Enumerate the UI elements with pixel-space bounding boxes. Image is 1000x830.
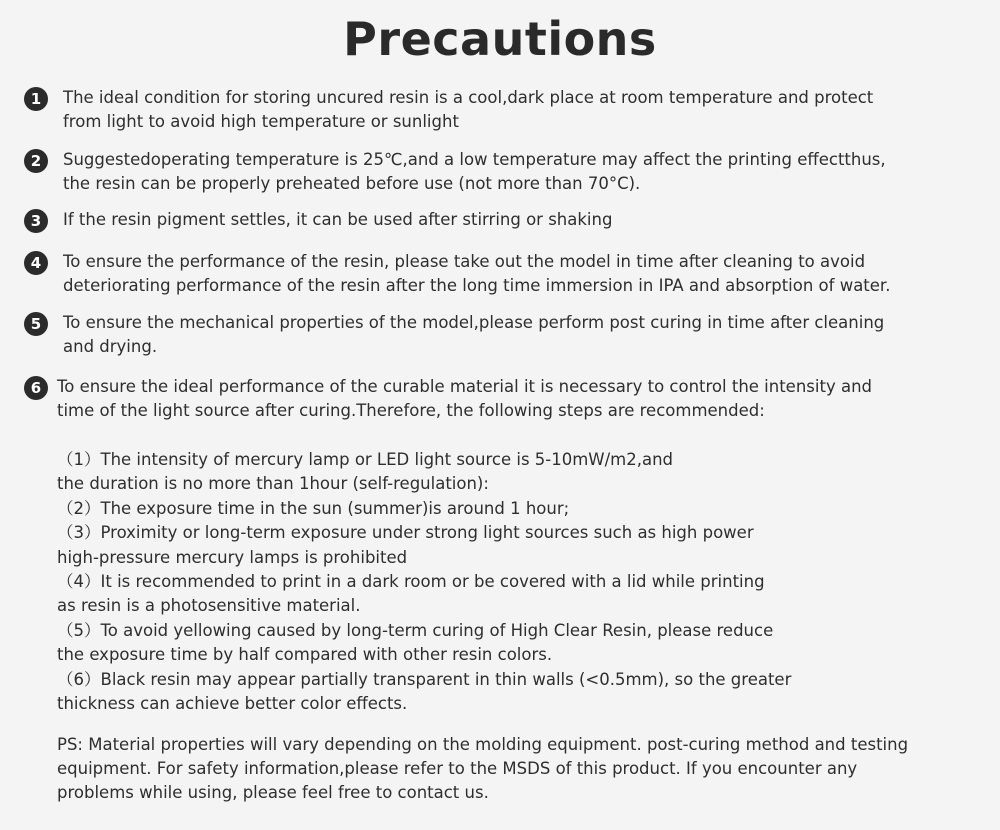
number-badge-4: 4 [24,251,48,275]
step-line: the duration is no more than 1hour (self-regulation): [57,474,489,494]
precaution-text-3 [63,208,963,232]
step-line: （5）To avoid yellowing caused by long-term curing of High Clear Resin, please reduce [57,620,774,640]
ps-note [57,733,957,806]
number-badge-6: 6 [24,376,48,400]
precaution-6-line-1: To ensure the ideal performance of the curable material it is necessary to control the intensity and [57,377,872,396]
number-badge-5: 5 [24,312,48,336]
precaution-3-line-1: If the resin pigment settles, it can be used after stirring or shaking [63,210,613,229]
precaution-2-line-1: Suggestedoperating temperature is 25℃,and a low temperature may affect the printing effectthus, [63,150,886,169]
number-badge-2: 2 [24,149,48,173]
ps-line: equipment. For safety information,please refer to the MSDS of this product. If you encounter any [57,759,858,779]
step-line: （2）The exposure time in the sun (summer)is around 1 hour; [57,498,570,518]
precaution-text-1 [63,86,963,134]
precaution-1-line-1: The ideal condition for storing uncured resin is a cool,dark place at room temperature and protect [63,88,874,107]
step-line: （4）It is recommended to print in a dark room or be covered with a lid while printing [57,572,765,592]
step-line: thickness can achieve better color effects. [57,694,408,714]
step-line: the exposure time by half compared with other resin colors. [57,645,553,665]
step-line: （6）Black resin may appear partially transparent in thin walls (<0.5mm), so the greater [57,669,792,689]
precaution-5-line-1: To ensure the mechanical properties of the model,please perform post curing in time after cleaning [63,313,885,332]
precaution-text-4 [63,250,963,298]
precaution-2-line-2: the resin can be properly preheated before use (not more than 70°C). [63,174,641,193]
precaution-text-5 [63,311,963,359]
step-line: high-pressure mercury lamps is prohibited [57,547,408,567]
step-line: （3）Proximity or long-term exposure under strong light sources such as high power [57,523,754,543]
number-badge-1: 1 [24,87,48,111]
step-line: （1）The intensity of mercury lamp or LED light source is 5-10mW/m2,and [57,450,674,469]
ps-line: problems while using, please feel free to contact us. [57,783,489,803]
precaution-text-6 [57,375,957,423]
precaution-text-2 [63,148,963,196]
precaution-1-line-2: from light to avoid high temperature or sunlight [63,112,459,131]
precaution-5-line-2: and drying. [63,337,158,356]
recommended-steps [57,448,957,716]
precaution-6-line-2: time of the light source after curing.Therefore, the following steps are recommended: [57,401,765,420]
step-line: as resin is a photosensitive material. [57,596,361,616]
page-title: Precautions [343,12,657,66]
number-badge-3: 3 [24,209,48,233]
precaution-4-line-2: deteriorating performance of the resin after the long time immersion in IPA and absorption of water. [63,276,891,295]
ps-line: PS: Material properties will vary depending on the molding equipment. post-curing method and testing [57,735,909,754]
precaution-4-line-1: To ensure the performance of the resin, please take out the model in time after cleaning to avoid [63,252,866,271]
